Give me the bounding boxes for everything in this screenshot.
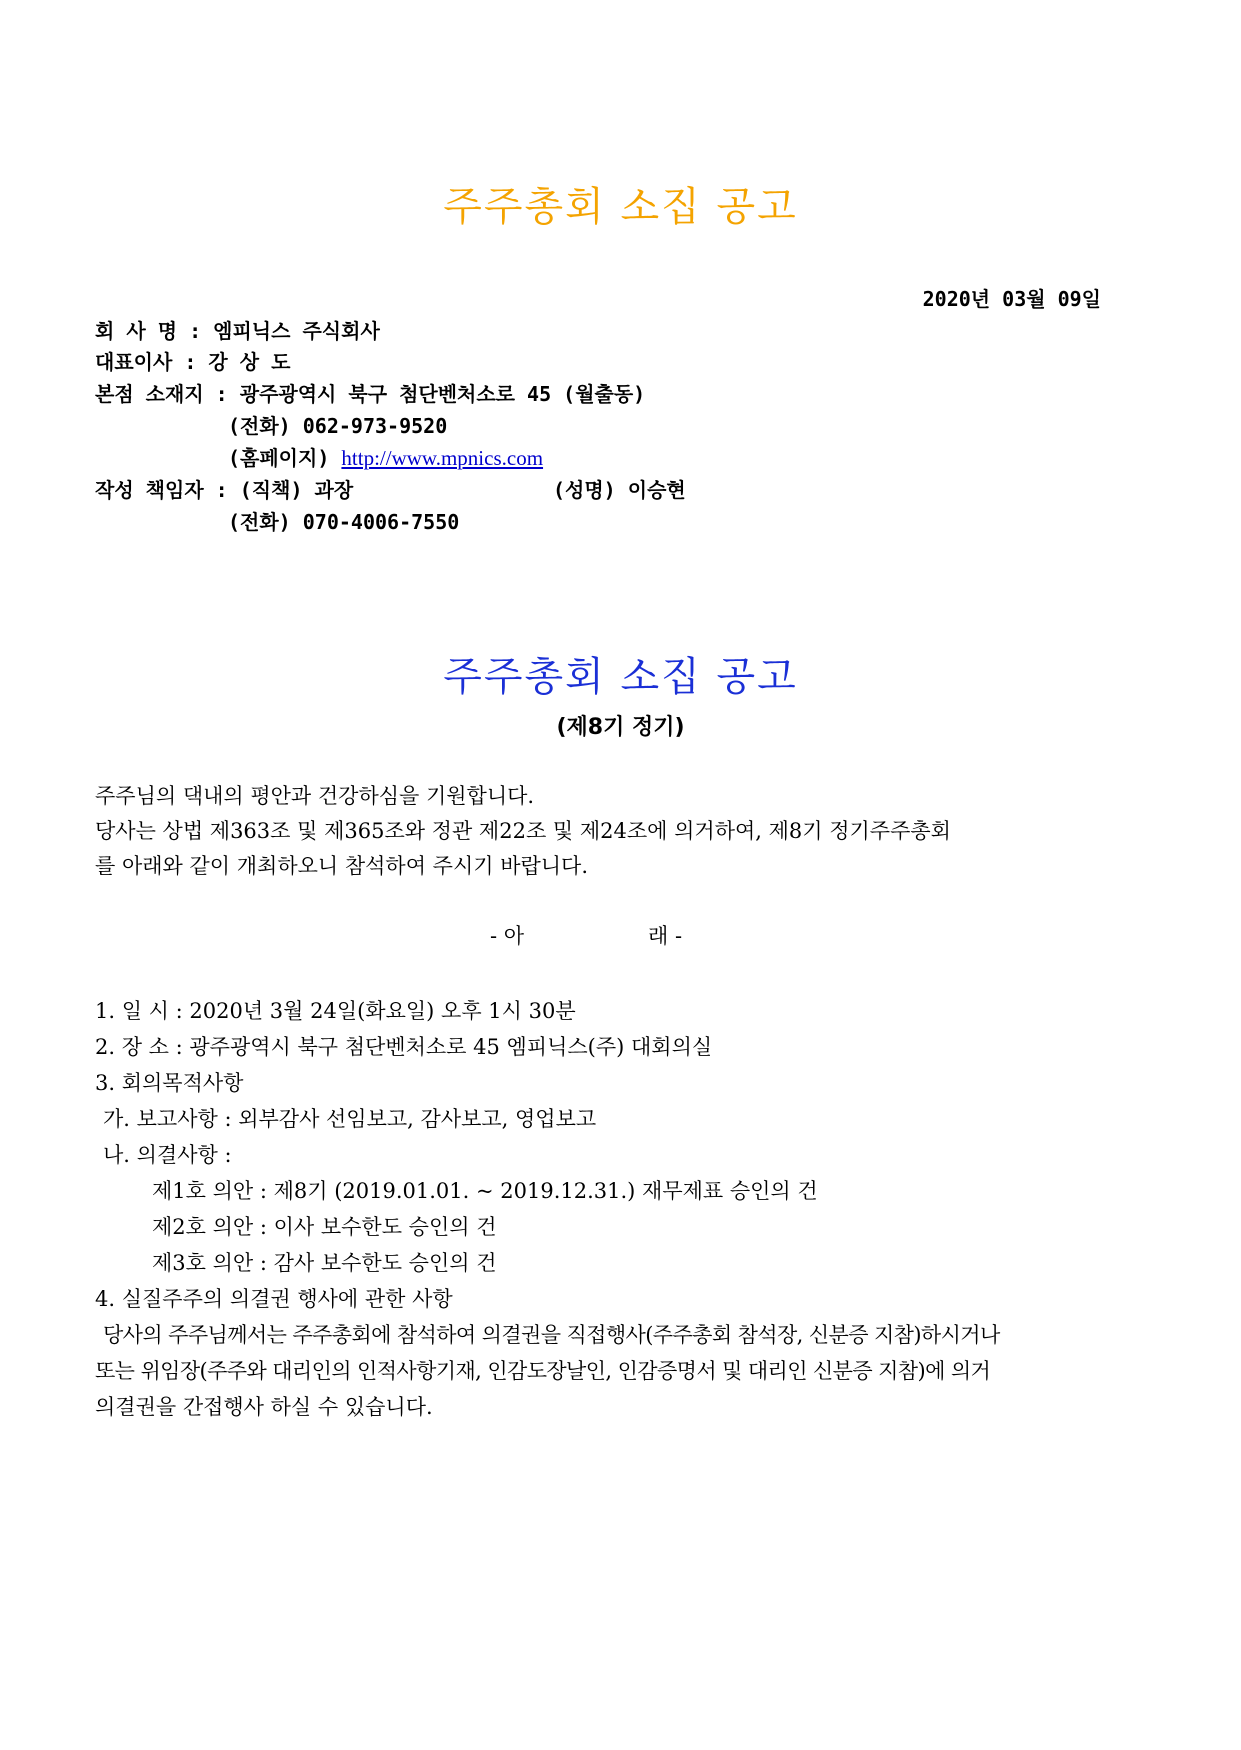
intro-line-1: 주주님의 댁내의 평안과 건강하심을 기원합니다. — [95, 784, 535, 808]
homepage-row — [228, 442, 543, 471]
head-office-address: 본점 소재지 : 광주광역시 북구 첨단벤처소로 45 (월출동) — [95, 382, 646, 406]
agenda-item: 의결권을 간접행사 하실 수 있습니다. — [95, 1395, 433, 1419]
company-phone: (전화) 062-973-9520 — [228, 414, 448, 438]
meeting-subtitle: (제8기 정기) — [556, 715, 685, 740]
agenda-item: 가. 보고사항 : 외부감사 선임보고, 감사보고, 영업보고 — [103, 1107, 597, 1131]
company-name: 회 사 명 : 엠피닉스 주식회사 — [95, 319, 380, 343]
intro-line-2: 당사는 상법 제363조 및 제365조와 정관 제22조 및 제24조에 의거하여, 제8기 정기주주총회 — [95, 819, 951, 843]
below-heading-right: 래 - — [648, 924, 683, 948]
agenda-item: 제3호 의안 : 감사 보수한도 승인의 건 — [152, 1251, 497, 1275]
agenda-item: 3. 회의목적사항 — [95, 1071, 244, 1095]
agenda-item: 1. 일 시 : 2020년 3월 24일(화요일) 오후 1시 30분 — [95, 999, 576, 1023]
agenda-item: 제1호 의안 : 제8기 (2019.01.01. ~ 2019.12.31.) 재무제표 승인의 건 — [152, 1179, 818, 1203]
below-heading-left: - 아 — [490, 924, 525, 948]
agenda-item: 당사의 주주님께서는 주주총회에 참석하여 의결권을 직접행사(주주총회 참석장, 신분증 지참)하시거나 — [103, 1323, 1000, 1347]
homepage-label: (홈페이지) — [228, 446, 330, 470]
agenda-item: 제2호 의안 : 이사 보수한도 승인의 건 — [152, 1215, 497, 1239]
notice-title: 주주총회 소집 공고 — [443, 184, 798, 230]
ceo-name: 대표이사 : 강 상 도 — [95, 350, 291, 374]
writer-position: 작성 책임자 : (직책) 과장 — [95, 478, 354, 502]
agenda-item: 4. 실질주주의 의결권 행사에 관한 사항 — [95, 1287, 453, 1311]
meeting-title: 주주총회 소집 공고 — [443, 654, 798, 700]
notice-date: 2020년 03월 09일 — [922, 287, 1101, 311]
homepage-link[interactable]: http://www.mpnics.com — [341, 446, 544, 470]
agenda-item: 또는 위임장(주주와 대리인의 인적사항기재, 인감도장날인, 인감증명서 및 대리인 신분증 지참)에 의거 — [95, 1359, 991, 1383]
intro-line-3: 를 아래와 같이 개최하오니 참석하여 주시기 바랍니다. — [95, 854, 589, 878]
writer-phone: (전화) 070-4006-7550 — [228, 510, 460, 534]
agenda-item: 나. 의결사항 : — [103, 1143, 232, 1167]
agenda-item: 2. 장 소 : 광주광역시 북구 첨단벤처소로 45 엠피닉스(주) 대회의실 — [95, 1035, 713, 1059]
writer-name: (성명) 이승현 — [553, 478, 686, 502]
